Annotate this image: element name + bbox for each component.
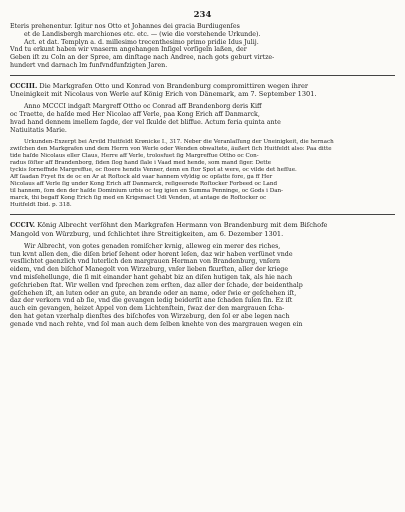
text-line: hvad hand dennem imellem ſagde, der vel ſkulde det bliffue. Actum feria quinta ante	[10, 118, 281, 126]
note-line: radus ſöſter aff Brandenborg, ſiden ſlog hand ſlale i Vaad med hende, som mand ſiger. Dette	[10, 160, 272, 167]
text-line: daz der verkorn vnd ab ſie, vnd die gevangen ledig beiderſit ane ſchaden ſulen ſin. Ez iſt	[10, 297, 293, 305]
text-line: geſchrieben ſtat. Wir wellen vnd ſprechen zem erſten, daz aller der ſchade, der beidenthalp	[10, 281, 303, 289]
text-line: Wir Albrecht, von gotes genaden romiſcher kvnig, alleweg ein merer des riches,	[24, 242, 281, 250]
text-line: den hat getan vzerhalp dienſtes des biſchofes von Wirzeburg, den ſol er abe legen nach	[10, 312, 290, 320]
heading-line: Mangold von Würzburg, und ſchlichtet ihre Streitigkeiten, am 6. Dezember 1301.	[10, 229, 284, 238]
text-line: oc Traette, de haſde med Her Nicolao aff Verle, paa Kong Erich aff Danmarck,	[10, 110, 260, 118]
text-line: Vnd tu erkunt haben wir vnaserm angehangen Inſigel vorſigeln laßen, der	[10, 46, 247, 54]
section-heading	[10, 221, 395, 229]
note-line: tyckis ſorneffnde Margreffue, oc ſtoere hendis Venner, denn en ſtor Spot at were, oc vilde det hefſue.	[10, 167, 297, 174]
text-line: hundert vnd darnach lm funfvndfunfzigten Jaren.	[10, 61, 168, 69]
text-line: Geben iſt zu Coln an der Spree, am dinſtage nach Andree, nach gots geburt virtze-	[10, 54, 275, 62]
section-ccciv	[10, 221, 395, 328]
note-line: marck, thi begaff Kong Erich ſig med en Krigsmact Udi Venden, at antage de Roſtocker oc	[10, 195, 267, 202]
heading-line: Die Markgrafen Otto und Konrad von Brandenburg compromittiren wegen ihrer	[39, 81, 309, 90]
text-line: geſchehen iſt, an luten oder an gute, an brande oder an name, oder ſwie er geſchehen iſt,	[10, 289, 297, 297]
text-line: Anno MCCCI indgaſt Margreff Ottho oc Conrad aff Brandenborg deris Kiff	[24, 103, 262, 111]
note-line: tide haſde Nicolaus eller Claus, Herre aff Verle, trolosfuet ſig Margreffue Ottho oc Con-	[10, 153, 259, 160]
section-number: CCCIII.	[10, 81, 38, 90]
text-line: vesſlichtet gaenzlich vnd luterlich den margrauen Herman von Brandenburg, vnſern	[10, 258, 281, 266]
heading-line: Uneinigkeit mit Nicolaus von Werle auf König Erich von Dänemark, am 7. September 1301.	[10, 89, 317, 98]
note-line: zwiſchen den Markgrafen und dem Herrn von Werle oder Wenden obwaltete, äußert ſich Huitfeldt also: Paa ditte	[10, 146, 332, 153]
note-line: Aff ſaadan Fryet fix de oc en Ar at Roſtock ald vaar hannem vfyldig oc opſatte fore, ga ff Her	[10, 174, 273, 181]
text-line: vnd misſehellunge, die ſi mit einander hant gehabt biz an diſen hutigen tak, als hie nach	[10, 273, 293, 281]
section-divider	[10, 214, 395, 215]
text-line: Natiuitatis Marie.	[10, 126, 67, 134]
text-line: et de Landisbergh marchiones etc. etc. — (wie die vorstehende Urkunde).	[24, 30, 261, 38]
note-line: til hannem, ſom den der haſde Dominium urbis oc teg igien en Summa Penninge, oc Gods i Dan-	[10, 188, 284, 195]
continuation-block	[10, 23, 395, 70]
text-line: Act. et dat. Templyn a. d. millesimo trecenthesimo primo pridie Idus Julij.	[24, 38, 259, 46]
heading-line: König Albrecht verſöhnt den Markgrafen Hermann von Brandenburg mit dem Biſchofe	[37, 221, 328, 230]
note-line: Nicolaus aff Verle ſig under Kong Erich aff Danmarck, reſigeerede Roſtocker Forbeed oc Land	[10, 181, 278, 188]
section-ccciii	[10, 82, 395, 210]
section-divider	[10, 75, 395, 76]
text-line: tun kvnt allen den, die diſen brief ſehent oder horent leſen, daz wir haben verſünet vnde	[10, 250, 293, 258]
page-number: 234	[193, 10, 212, 20]
note-line: Urkunden-Exzerpt bei Arvild Huitfeldt Krønicke I., 317. Neber die Veranlaſſung der Uneinigkeit, die hernach	[24, 139, 334, 146]
note-line: Huitfeldt Ibid. p. 318.	[10, 202, 72, 209]
text-line: genade vnd nach rehte, vnd ſol man auch dem ſelben knehte von des margrauen wegen ein	[10, 320, 303, 328]
section-number: CCCIV.	[10, 221, 36, 230]
text-line: Eteris prehenentur. Igitur nos Otto et Johannes dei gracia Burdiugenſes	[10, 23, 240, 30]
section-heading	[10, 82, 395, 90]
text-line: auch ein gevangen, heizet Appel von dem Lichtenſtein, ſwaz der den margrauen ſcha-	[10, 305, 285, 313]
text-line: eidem, vnd den biſchof Manegolt von Wirzeburg, vnſer lieben fkurſten, aller der kriege	[10, 266, 289, 274]
